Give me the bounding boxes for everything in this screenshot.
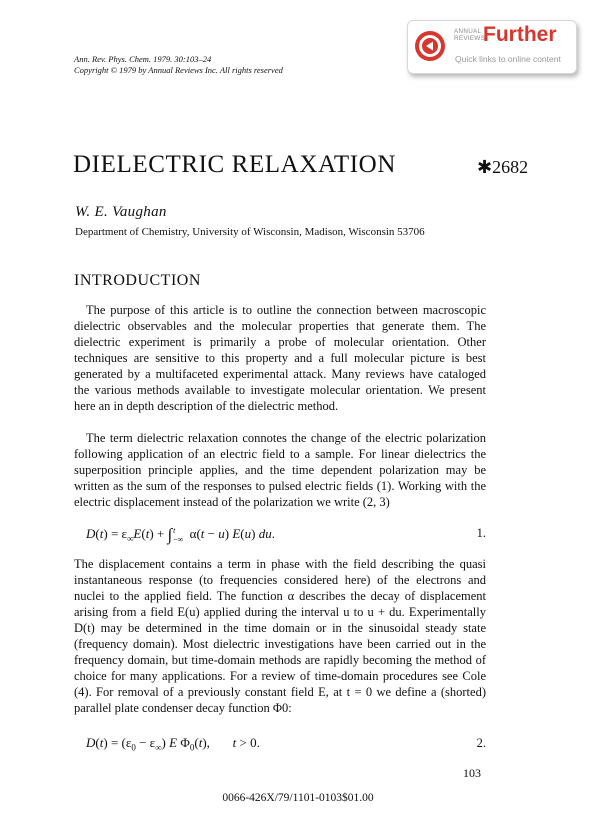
paragraph-1 xyxy=(74,302,486,414)
footer-code: 0066-426X/79/1101-0103$01.00 xyxy=(222,792,374,804)
journal-citation xyxy=(74,54,283,76)
paragraph-text: The purpose of this article is to outline the connection between macroscopic dielectric observables and the molecular properties that generate them. The dielectric experiment is primarily a probe of molecular orientation. Other techniques are sensitive to this property and a full molecular picture is best generated by a multifaceted experimental attack. Many reviews have cataloged the various methods available to investigate molecular orientation. We present here an in depth description of the dielectric method. xyxy=(74,303,486,413)
article-id: ✱2682 xyxy=(477,157,529,177)
paragraph-2 xyxy=(74,430,486,510)
badge-subtitle: Quick links to online content xyxy=(455,54,561,64)
page-number: 103 xyxy=(463,766,481,780)
author-affiliation: Department of Chemistry, University of Wisconsin, Madison, Wisconsin 53706 xyxy=(75,226,425,238)
equation-1 xyxy=(86,525,486,545)
play-circle-icon xyxy=(414,30,446,62)
journal-line: Ann. Rev. Phys. Chem. 1979. 30:103–24 xyxy=(74,54,212,64)
equation-number: 2. xyxy=(476,736,486,750)
article-title: DIELECTRIC RELAXATION xyxy=(73,151,396,178)
paragraph-3 xyxy=(74,556,486,716)
equation-body: $D(t) = \varepsilon_\infty E(t) + \int t$ −∞ α(t − u) E(u) du. xyxy=(86,525,275,545)
equation-number: 1. xyxy=(476,526,486,540)
paragraph-text: The displacement contains a term in phase with the field describing the quasi instantaneous response (to frequencies considered here) of the electrons and nuclei to the applied field. The function α describes the decay of displacement arising from a field E(u) applied during the interval u to u + du. Experimentally D(t) may be determined in the time domain or in the sinusoidal steady state (frequency domain). Most dielectric investigations have been carried out in the frequency domain, but time-domain methods are rapidly becoming the method of choice for many applications. For a review of time-domain procedures see Cole (4). For removal of a previously constant field E, at t = 0 we define a (shorted) parallel plate condenser decay function Φ0: xyxy=(74,557,486,715)
paragraph-text: The term dielectric relaxation connotes the change of the electric polarization following application of an electric field to a sample. For linear dielectrics the superposition principle applies, and the time dependent polarization may be written as the sum of the responses to pulsed electric fields (1). Working with the electric displacement instead of the polarization we write (2, 3) xyxy=(74,431,486,509)
author-name: W. E. Vaughan xyxy=(75,204,167,220)
badge-title: Further xyxy=(483,23,557,46)
copyright-line: Copyright © 1979 by Annual Reviews Inc. All rights reserved xyxy=(74,65,283,75)
section-heading: INTRODUCTION xyxy=(74,272,201,289)
badge-brand: ANNUAL REVIEWS xyxy=(454,28,486,42)
equation-body: $D(t) = (\varepsilon_0 - \varepsilon_\infty)$ E $\Phi_0(t)$, t > 0. xyxy=(86,735,260,753)
further-badge[interactable] xyxy=(407,20,577,74)
equation-2 xyxy=(86,735,486,753)
